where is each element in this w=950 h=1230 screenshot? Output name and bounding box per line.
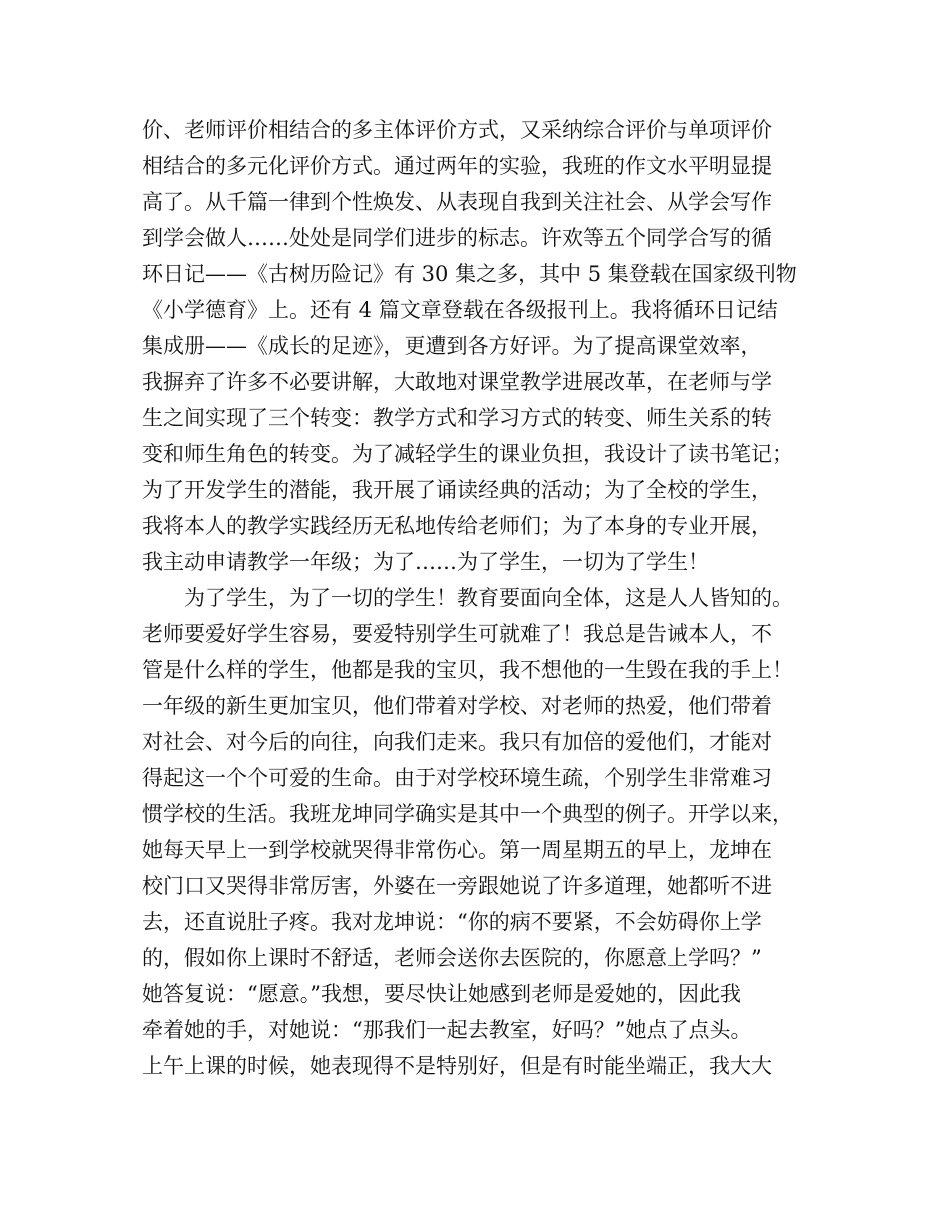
text-line: 牵着她的手，对她说：“那我们一起去教室，好吗？”她点了点头。 [142,1018,752,1042]
text-line: 为了开发学生的潜能，我开展了诵读经典的活动；为了全校的学生， [142,478,772,502]
text-line: 到学会做人……处处是同学们进步的标志。许欢等五个同学合写的循 [142,226,772,250]
body-text [142,112,832,1084]
text-line: 一年级的新生更加宝贝，他们带着对学校、对老师的热爱，他们带着 [142,694,772,718]
text-line: 高了。从千篇一律到个性焕发、从表现自我到关注社会、从学会写作 [142,190,772,214]
text-line: 校门口又哭得非常厉害，外婆在一旁跟她说了许多道理，她都听不进 [142,874,772,898]
text-line: 价、老师评价相结合的多主体评价方式，又采纳综合评价与单项评价 [142,118,772,142]
text-line: 惯学校的生活。我班龙坤同学确实是其中一个典型的例子。开学以来， [142,802,793,826]
text-line: 上午上课的时候，她表现得不是特别好，但是有时能坐端正，我大大 [142,1054,772,1078]
text-line: 集成册——《成长的足迹》，更遭到各方好评。为了提高课堂效率， [142,334,762,358]
text-line: 对社会、对今后的向往，向我们走来。我只有加倍的爱他们，才能对 [142,730,772,754]
text-line: 老师要爱好学生容易，要爱特别学生可就难了！我总是告诫本人，不 [142,622,772,646]
text-line: 管是什么样的学生，他都是我的宝贝，我不想他的一生毁在我的手上！ [142,658,793,682]
text-line: 为了学生，为了一切的学生！教育要面向全体，这是人人皆知的。 [184,586,793,610]
text-line: 我将本人的教学实践经历无私地传给老师们；为了本身的专业开展， [142,514,772,538]
text-line: 我摒弃了许多不必要讲解，大敢地对课堂教学进展改革，在老师与学 [142,370,772,394]
text-line: 得起这一个个可爱的生命。由于对学校环境生疏，个别学生非常难习 [142,766,772,790]
paragraph-1 [142,112,832,580]
text-line: 生之间实现了三个转变：教学方式和学习方式的转变、师生关系的转 [142,406,772,430]
text-line: 去，还直说肚子疼。我对龙坤说：“你的病不要紧，不会妨碍你上学 [142,910,762,934]
text-line: 她每天早上一到学校就哭得非常伤心。第一周星期五的早上，龙坤在 [142,838,772,862]
text-line: 环日记——《古树历险记》有 30 集之多，其中 5 集登载在国家级刊物 [142,262,797,286]
text-line: 变和师生角色的转变。为了减轻学生的课业负担，我设计了读书笔记； [142,442,793,466]
text-line: 相结合的多元化评价方式。通过两年的实验，我班的作文水平明显提 [142,154,772,178]
paragraph-2 [142,580,832,1084]
text-line: 她答复说：“愿意。”我想，要尽快让她感到老师是爱她的，因此我 [142,982,741,1006]
text-line: 的，假如你上课时不舒适，老师会送你去医院的，你愿意上学吗？” [142,946,762,970]
text-line: 《小学德育》上。还有 4 篇文章登载在各级报刊上。我将循环日记结 [142,298,778,322]
text-line: 我主动申请教学一年级；为了……为了学生，一切为了学生！ [142,550,709,574]
